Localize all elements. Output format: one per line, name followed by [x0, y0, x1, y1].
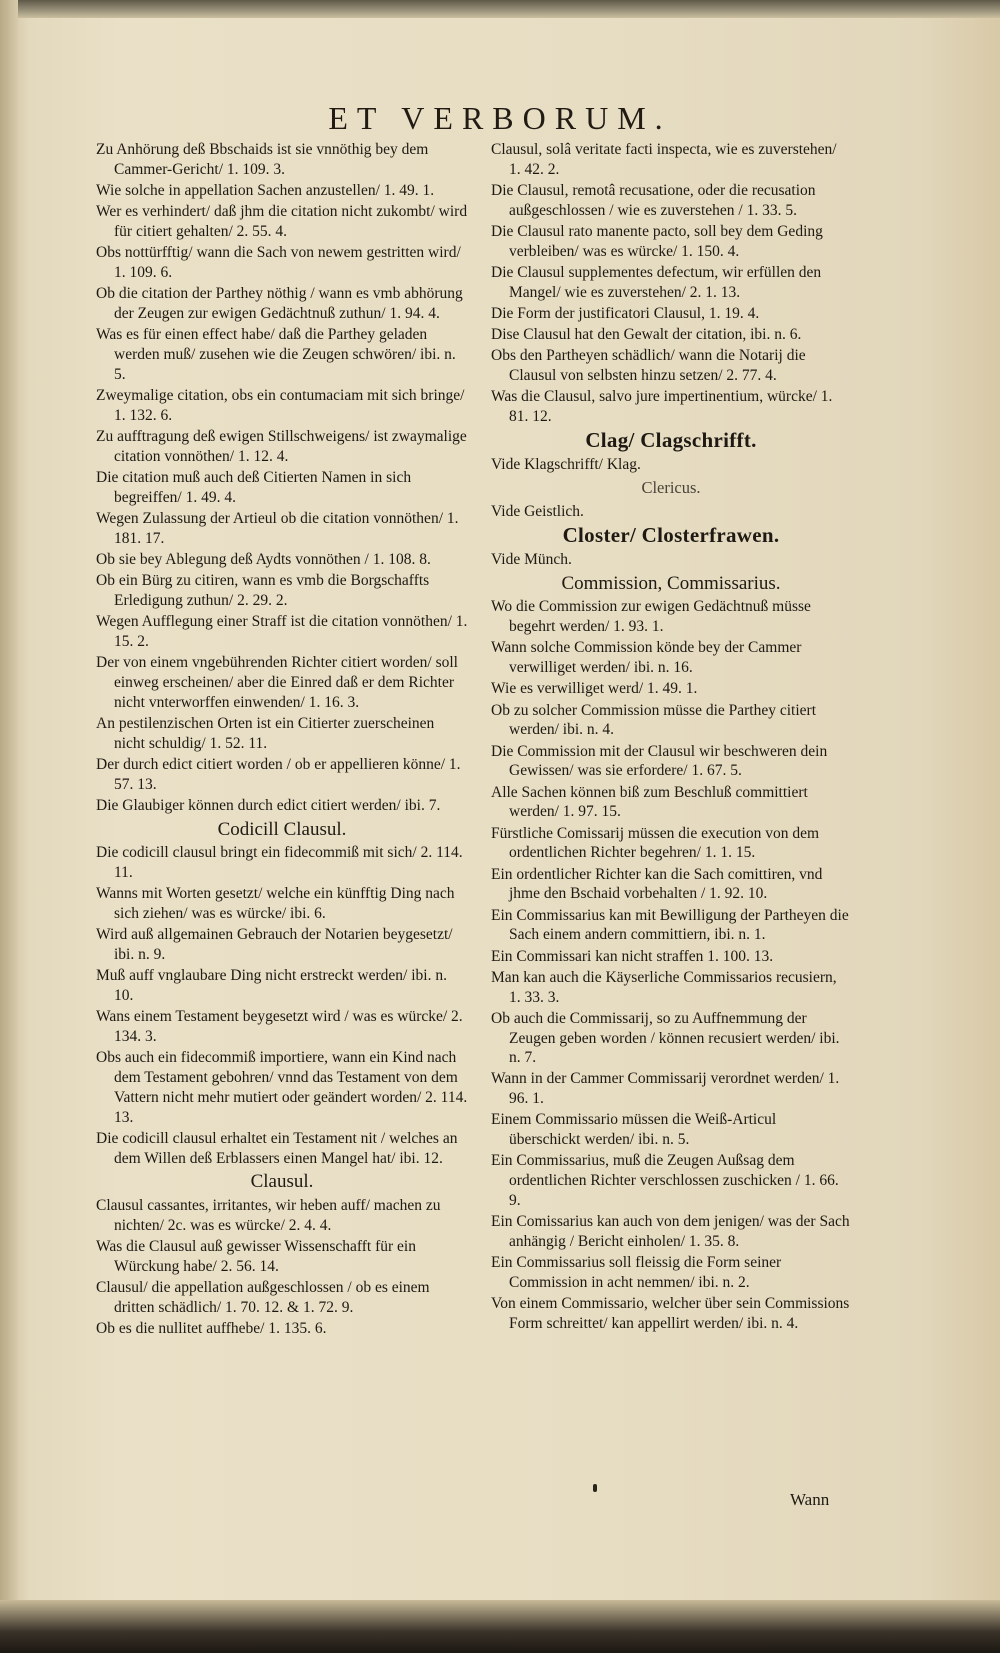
- index-entry: Zweymalige citation, obs ein contumaciam mit sich bringe/ 1. 132. 6.: [96, 386, 465, 424]
- section-heading: Clag/ Clagschrifft.: [585, 427, 757, 452]
- index-entry: Zu aufftragung deß ewigen Stillschweigens/ ist zwaymalige citation vonnöthen/ 1. 12. 4.: [96, 427, 467, 465]
- running-header: ET VERBORUM.: [328, 100, 672, 136]
- index-entry: Obs auch ein fidecommiß importiere, wann ein Kind nach dem Testament gebohren/ vnnd das Testament von dem Vattern nicht mehr mutiert oder geändert worden/ 2. 114. 13.: [96, 1049, 468, 1126]
- index-entry: Wer es verhindert/ daß jhm die citation nicht zukombt/ wird für citiert gehalten/ 2. 55. 4.: [96, 203, 468, 240]
- index-entry: Muß auff vnglaubare Ding nicht erstreckt werden/ ibi. n. 10.: [96, 967, 447, 1005]
- index-entry: Von einem Commissario, welcher über sein Commissions Form schreittet/ kan appellirt werden/ ibi. n. 4.: [491, 1295, 850, 1332]
- section-heading: Clausul.: [250, 1171, 314, 1193]
- index-entry: Wann solche Commission könde bey der Cammer verwilliget werden/ ibi. n. 16.: [491, 639, 802, 677]
- index-entry: Die codicill clausul erhaltet ein Testament nit / welches an dem Willen deß Erblassers einen Mangel hat/ ibi. 12.: [96, 1129, 458, 1167]
- index-entry: Die codicill clausul bringt ein fidecommiß mit sich/ 2. 114. 11.: [96, 844, 463, 882]
- index-entry: Ob die citation der Parthey nöthig / wann es vmb abhörung der Zeugen zur ewigen Gedächtnuß zuthun/ 1. 94. 4.: [96, 285, 463, 322]
- index-entry: Ein Comissarius kan auch von dem jenigen/ was der Sach anhängig / Bericht einholen/ 1. 35. 8.: [491, 1213, 850, 1251]
- index-entry: Die citation muß auch deß Citierten Namen in sich begreiffen/ 1. 49. 4.: [96, 468, 412, 506]
- index-entry: Was es für einen effect habe/ daß die Parthey geladen werden muß/ zusehen wie die Zeugen schwören/ ibi. n. 5.: [96, 326, 456, 383]
- index-entry: Der durch edict citiert worden / ob er appellieren könne/ 1. 57. 13.: [96, 755, 461, 793]
- binding-edge: [0, 0, 18, 1653]
- index-entry: Wann in der Cammer Commissarij verordnet werden/ 1. 96. 1.: [491, 1070, 840, 1108]
- ink-mark: [593, 1484, 597, 1492]
- index-entry: Obs nottürfftig/ wann die Sach von newem gestritten wird/ 1. 109. 6.: [96, 244, 461, 281]
- index-entry: Ein ordentlicher Richter kan die Sach comittiren, vnd jhme den Bschaid vorbehalten / 1. 92. 10.: [491, 865, 823, 903]
- index-entry: Ob auch die Commissarij, so zu Auffnemmung der Zeugen geben worden / können recusiert werden/ ibi. n. 7.: [491, 1009, 840, 1067]
- index-entry: Ob zu solcher Commission müsse die Parthey citiert werden/ ibi. n. 4.: [491, 701, 817, 739]
- index-entry: Der von einem vngebührenden Richter citiert worden/ soll einweg erscheinen/ aber die Einred daß er dem Richter nicht vnterworffen einwenden/ 1. 16. 3.: [96, 654, 458, 711]
- section-heading: Codicill Clausul.: [217, 818, 347, 840]
- section-heading: Clericus.: [641, 478, 701, 498]
- index-entry: Fürstliche Comissarij müssen die execution von dem ordentlichen Richter begehren/ 1. 1. 15.: [491, 824, 820, 862]
- index-entry: Die Clausul rato manente pacto, soll bey dem Geding verbleiben/ was es würcke/ 1. 150. 4.: [491, 222, 823, 260]
- index-entry: Wans einem Testament beygesetzt wird / was es würcke/ 2. 134. 3.: [96, 1008, 463, 1046]
- index-entry: Ein Commissari kan nicht straffen 1. 100. 13.: [491, 947, 774, 965]
- index-entry: Wird auß allgemainen Gebrauch der Notarien beygesetzt/ ibi. n. 9.: [96, 926, 453, 964]
- index-entry: Die Glaubiger können durch edict citiert werden/ ibi. 7.: [96, 796, 441, 814]
- catchword: Wann: [790, 1490, 830, 1509]
- index-entry: Alle Sachen können biß zum Beschluß committiert werden/ 1. 97. 15.: [491, 783, 808, 821]
- index-entry: Wanns mit Worten gesetzt/ welche ein künfftig Ding nach sich ziehen/ was es würcke/ ibi. 6.: [96, 885, 455, 923]
- section-heading: Commission, Commissarius.: [561, 572, 781, 594]
- index-entry: Wegen Aufflegung einer Straff ist die citation vonnöthen/ 1. 15. 2.: [96, 613, 468, 650]
- index-entry: An pestilenzischen Orten ist ein Citierter zuerscheinen nicht schuldig/ 1. 52. 11.: [96, 714, 435, 752]
- index-entry: Was die Clausul auß gewisser Wissenschafft für ein Würckung habe/ 2. 56. 14.: [96, 1238, 416, 1276]
- index-entry: Die Clausul, remotâ recusatione, oder die recusation außgeschlossen / wie es zuverstehen / 1. 33. 5.: [491, 181, 816, 219]
- index-entry: Ein Commissarius kan mit Bewilligung der Partheyen die Sach einem andern committiern, ibi. n. 1.: [491, 906, 849, 944]
- index-entry: Wie es verwilliget werd/ 1. 49. 1.: [491, 680, 698, 698]
- cross-reference: Vide Geistlich.: [491, 503, 584, 521]
- index-entry: Wegen Zulassung der Artieul ob die citation vonnöthen/ 1. 181. 17.: [96, 509, 459, 547]
- index-entry: Clausul/ die appellation außgeschlossen / ob es einem dritten schädlich/ 1. 70. 12. & 1. 72. 9.: [96, 1279, 430, 1316]
- index-entry: Clausul cassantes, irritantes, wir heben auff/ machen zu nichten/ 2c. was es würcke/ 2. 4. 4.: [96, 1197, 441, 1235]
- index-entry: Die Clausul supplementes defectum, wir erfüllen den Mangel/ wie es zuverstehen/ 2. 1. 13.: [491, 263, 822, 301]
- cross-reference: Vide Münch.: [491, 550, 572, 568]
- index-entry: Zu Anhörung deß Bbschaids ist sie vnnöthig bey dem Cammer-Gericht/ 1. 109. 3.: [96, 141, 429, 178]
- index-entry: Clausul, solâ veritate facti inspecta, wie es zuverstehen/ 1. 42. 2.: [491, 141, 837, 178]
- index-entry: Ein Commissarius soll fleissig die Form seiner Commission in acht nemmen/ ibi. n. 2.: [491, 1254, 782, 1292]
- index-entry: Obs den Partheyen schädlich/ wann die Notarij die Clausul von selbsten hinzu setzen/ 2. 77. 4.: [491, 347, 806, 385]
- index-entry: Die Form der justificatori Clausul, 1. 19. 4.: [491, 304, 760, 322]
- index-entry: Die Commission mit der Clausul wir beschweren dein Gewissen/ was sie erfordere/ 1. 67. 5.: [491, 742, 828, 780]
- index-entry: Man kan auch die Käyserliche Commissarios recusiern, 1. 33. 3.: [491, 968, 837, 1006]
- index-entry: Wie solche in appellation Sachen anzustellen/ 1. 49. 1.: [96, 181, 435, 199]
- index-entry: Dise Clausul hat den Gewalt der citation, ibi. n. 6.: [491, 326, 802, 344]
- right-index-column: [491, 140, 851, 1335]
- index-entry: Ob sie bey Ablegung deß Aydts vonnöthen / 1. 108. 8.: [96, 550, 431, 568]
- index-entry: Einem Commissario müssen die Weiß-Articul überschickt werden/ ibi. n. 5.: [491, 1111, 777, 1149]
- index-entry: Ein Commissarius, muß die Zeugen Außsag dem ordentlichen Richter verschlossen zuschicken / 1. 66. 9.: [491, 1152, 839, 1210]
- index-entry: Ob ein Bürg zu citiren, wann es vmb die Borgschaffts Erledigung zuthun/ 2. 29. 2.: [96, 572, 430, 609]
- cross-reference: Vide Klagschrifft/ Klag.: [491, 455, 641, 473]
- page-bottom-edge: [0, 1600, 1000, 1653]
- section-heading: Closter/ Closterfrawen.: [562, 523, 780, 548]
- index-entry: Was die Clausul, salvo jure impertinentium, würcke/ 1. 81. 12.: [491, 388, 833, 426]
- page-top-edge: [0, 0, 1000, 18]
- index-entry: Wo die Commission zur ewigen Gedächtnuß müsse begehrt werden/ 1. 93. 1.: [491, 598, 811, 636]
- index-entry: Ob es die nullitet auffhebe/ 1. 135. 6.: [96, 1320, 327, 1338]
- left-index-column: [96, 140, 468, 1340]
